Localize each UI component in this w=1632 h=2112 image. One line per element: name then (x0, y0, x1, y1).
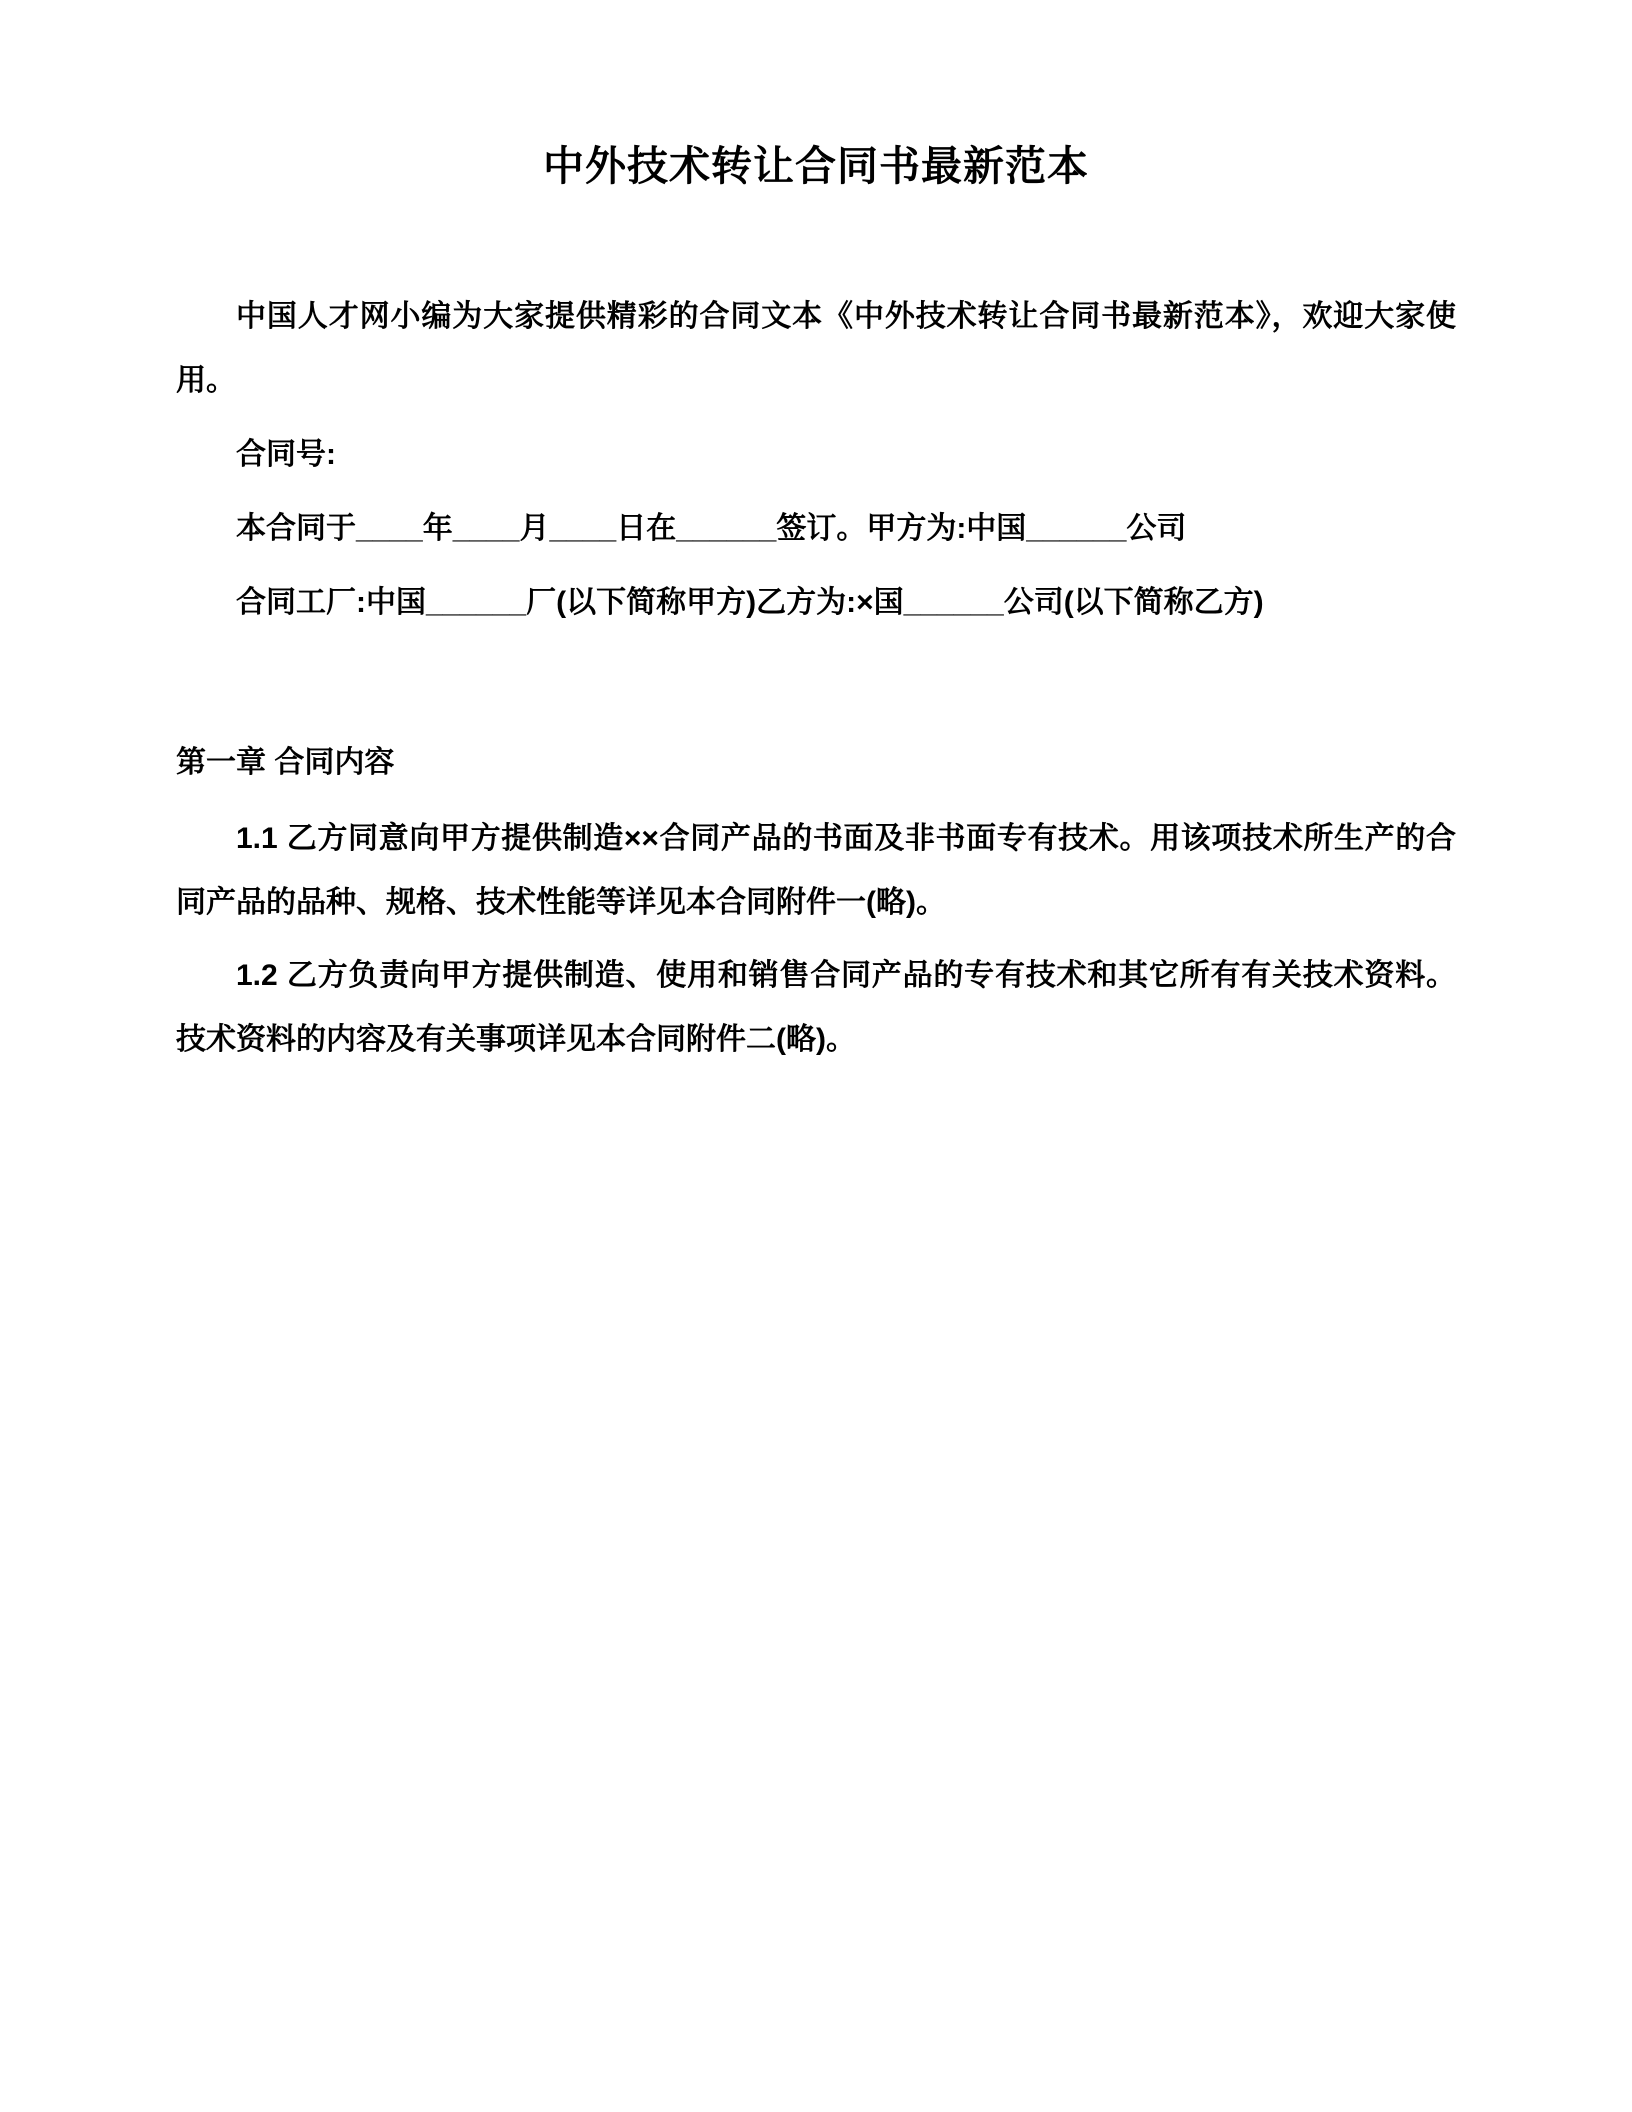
chapter-1-heading: 第一章 合同内容 (176, 745, 395, 779)
contract-factory-line: 合同工厂:中国______厂(以下简称甲方)乙方为:×国______公司(以下简称乙方) (236, 585, 1264, 619)
clause-1-1: 1.1 乙方同意向甲方提供制造××合同产品的书面及非书面专有技术。用该项技术所生产的合同产品的品种、规格、技术性能等详见本合同附件一(略)。 (176, 821, 1456, 919)
clause-1-2: 1.2 乙方负责向甲方提供制造、使用和销售合同产品的专有技术和其它所有有关技术资料。技术资料的内容及有关事项详见本合同附件二(略)。 (176, 959, 1456, 1057)
contract-number-line: 合同号: (236, 438, 336, 472)
document-title: 中外技术转让合同书最新范本 (543, 143, 1089, 189)
intro-paragraph: 中国人才网小编为大家提供精彩的合同文本《中外技术转让合同书最新范本》，欢迎大家使用。 (176, 300, 1456, 398)
contract-date-line: 本合同于____年____月____日在______签订。甲方为:中国______公司 (236, 511, 1187, 545)
